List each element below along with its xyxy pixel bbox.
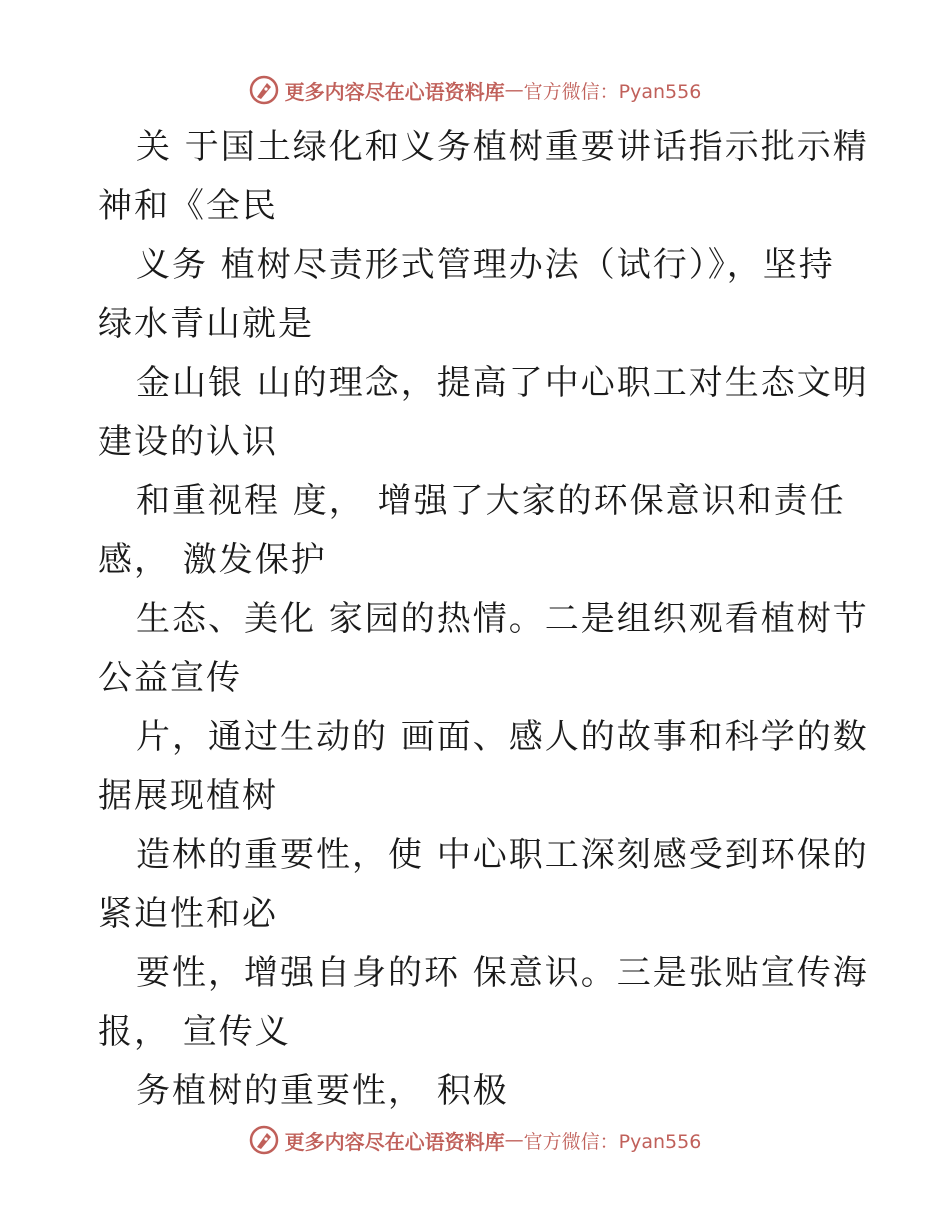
pen-nib-circle-icon	[249, 75, 279, 105]
text-line: 绿水青山就是	[98, 304, 314, 344]
text-line: 义务 植树尽责形式管理办法（试行）》，坚持	[136, 245, 835, 285]
pen-nib-circle-icon	[249, 1125, 279, 1155]
text-line: 据展现植树	[98, 776, 278, 816]
text-line: 要性，增强自身的环 保意识。三是张贴宣传海	[136, 953, 869, 993]
banner-main-text: 更多内容尽在心语资料库	[284, 79, 505, 104]
text-line: 建设的认识	[98, 422, 278, 462]
banner-dash: —	[504, 1129, 524, 1151]
text-line: 造林的重要性，使 中心职工深刻感受到环保的	[136, 835, 869, 875]
text-line: 关 于国土绿化和义务植树重要讲话指示批示精	[136, 127, 869, 167]
text-line: 片，通过生动的 画面、感人的故事和科学的数	[136, 717, 869, 757]
banner-wechat-text: 官方微信：Pyan556	[523, 1130, 702, 1153]
document-body	[98, 118, 869, 1121]
footer-banner	[0, 1120, 950, 1160]
banner-wechat-text: 官方微信：Pyan556	[523, 80, 702, 103]
text-line: 务植树的重要性， 积极	[136, 1071, 509, 1111]
header-banner	[0, 70, 950, 110]
text-line: 紧迫性和必	[98, 894, 278, 934]
text-line: 金山银 山的理念，提高了中心职工对生态文明	[136, 363, 869, 403]
banner-dash: —	[504, 79, 524, 101]
text-line: 神和《全民	[98, 186, 278, 226]
text-line: 和重视程 度， 增强了大家的环保意识和责任	[136, 481, 846, 521]
text-line: 感， 激发保护	[98, 540, 327, 580]
banner-main-text: 更多内容尽在心语资料库	[284, 1129, 505, 1154]
text-line: 报， 宣传义	[98, 1012, 291, 1052]
text-line: 公益宣传	[98, 658, 242, 698]
text-line: 生态、美化 家园的热情。二是组织观看植树节	[136, 599, 869, 639]
